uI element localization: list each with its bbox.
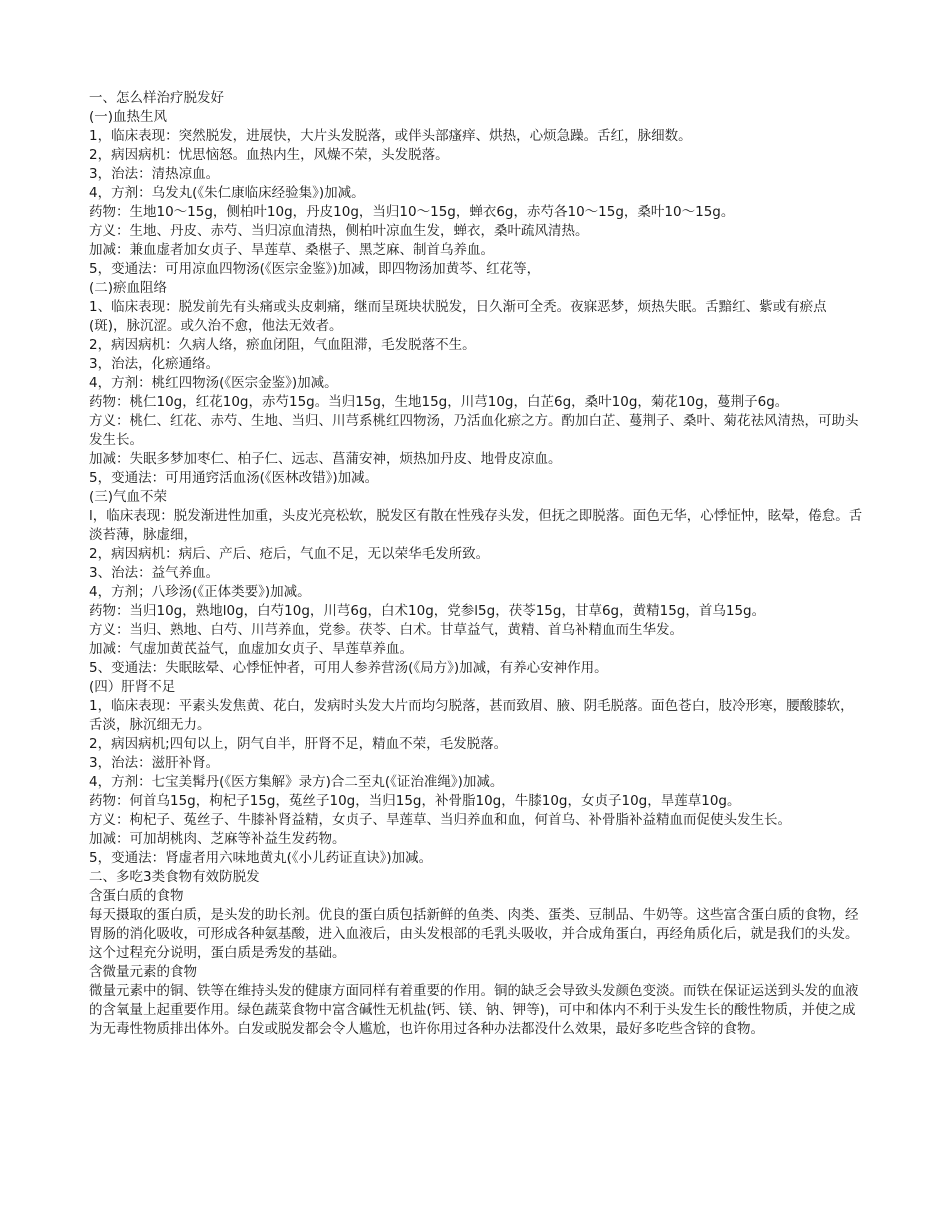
text-line: (四）肝肾不足 <box>89 679 176 695</box>
text-line: 3，治法：清热凉血。 <box>89 166 220 182</box>
text-line: 方义：桃仁、红花、赤芍、生地、当归、川芎系桃红四物汤，乃活血化瘀之方。酌加白芷、蔓荆子、桑叶、菊花祛风清热，可助头发生长。 <box>89 413 859 448</box>
text-line: 2，病因病机;四旬以上，阴气自半，肝肾不足，精血不荣，毛发脱落。 <box>89 736 508 752</box>
text-line: 药物：何首乌15g，枸杞子15g，菟丝子10g，当归15g，补骨脂10g，牛膝10g，女贞子10g，旱莲草10g。 <box>89 793 741 809</box>
text-line: 加减：气虚加黄芪益气，血虚加女贞子、旱莲草养血。 <box>89 641 413 657</box>
text-line: 方义：枸杞子、菟丝子、牛膝补肾益精，女贞子、旱莲草、当归养血和血，何首乌、补骨脂补益精血而促使头发生长。 <box>89 812 791 828</box>
text-line: l，临床表现：脱发渐进性加重，头皮光亮松软，脱发区有散在性残存头发，但抚之即脱落。面色无华，心悸怔忡，眩晕，倦怠。舌淡苔薄，脉虚细， <box>89 508 863 543</box>
text-line: 3，治法：滋肝补肾。 <box>89 755 220 771</box>
text-line: 方义：生地、丹皮、赤芍、当归凉血清热，侧柏叶凉血生发，蝉衣，桑叶疏风清热。 <box>89 223 589 239</box>
text-line: 2，病因病机：久病人络，瘀血闭阻，气血阻滞，毛发脱落不生。 <box>89 337 476 353</box>
text-line: 5，变通法：肾虚者用六味地黄丸(《小儿药证直诀》)加减。 <box>89 850 433 866</box>
text-line: 含蛋白质的食物 <box>89 888 184 904</box>
text-line: 二、多吃3类食物有效防脱发 <box>89 869 260 885</box>
text-line: 5，变通法：可用凉血四物汤(《医宗金鉴》)加减，即四物汤加黄芩、红花等， <box>89 261 541 277</box>
text-line: 4，方剂：桃红四物汤(《医宗金鉴》)加减。 <box>89 375 338 391</box>
text-line: 药物：桃仁10g，红花10g，赤芍15g。当归15g，生地15g，川芎10g，白芷6g，桑叶10g，菊花10g，蔓荆子6g。 <box>89 394 789 410</box>
text-line: 每天摄取的蛋白质，是头发的助长剂。优良的蛋白质包括新鲜的鱼类、肉类、蛋类、豆制品、牛奶等。这些富含蛋白质的食物，经胃肠的消化吸收，可形成各种氨基酸，进入血液后，由头发根部的毛乳头吸收，并合成角蛋白，再经角质化后，就是我们的头发。这个过程充分说明，蛋白质是秀发的基础。 <box>89 907 859 961</box>
text-line: 1，临床表现：平素头发焦黄、花白，发病时头发大片而均匀脱落，甚而致眉、腋、阴毛脱落。面色苍白，肢冷形寒，腰酸膝软，舌淡，脉沉细无力。 <box>89 698 854 733</box>
text-line: 1，临床表现：突然脱发，进展快，大片头发脱落，或伴头部瘙痒、烘热，心烦急躁。舌红，脉细数。 <box>89 128 692 144</box>
text-line: 加减：可加胡桃肉、芝麻等补益生发药物。 <box>89 831 346 847</box>
text-line: 4，方剂：七宝美髯丹(《医方集解》录方)合二至丸(《证治准绳》)加减。 <box>89 774 504 790</box>
text-line: 药物：生地10～15g，侧柏叶10g，丹皮10g，当归10～15g，蝉衣6g，赤芍各10～15g，桑叶10～15g。 <box>89 204 735 220</box>
text-line: 2，病因病机：忧思恼怒。血热内生，风燥不荣，头发脱落。 <box>89 147 449 163</box>
text-line: 含微量元素的食物 <box>89 964 197 980</box>
text-line: 4，方剂：乌发丸(《朱仁康临床经验集》)加减。 <box>89 185 365 201</box>
text-line: 5，变通法：可用通窍活血汤(《医林改错》)加减。 <box>89 470 379 486</box>
text-line: 2，病因病机：病后、产后、疮后，气血不足，无以荣华毛发所致。 <box>89 546 490 562</box>
text-line: 5、变通法：失眠眩晕、心悸怔忡者，可用人参养营汤(《局方》)加减，有养心安神作用。 <box>89 660 608 676</box>
text-line: 3，治法，化瘀通络。 <box>89 356 220 372</box>
text-line: 加减：失眠多梦加枣仁、柏子仁、远志、菖蒲安神，烦热加丹皮、地骨皮凉血。 <box>89 451 562 467</box>
text-line: 药物：当归10g，熟地l0g，白芍10g，川芎6g，白术10g，党参l5g，茯苓15g，甘草6g，黄精15g，首乌15g。 <box>89 603 766 619</box>
text-line: 微量元素中的铜、铁等在维持头发的健康方面同样有着重要的作用。铜的缺乏会导致头发颜色变淡。而铁在保证运送到头发的血液的含氧量上起重要作用。绿色蔬菜食物中富含碱性无机盐(钙、镁、钠、钾等)，可中和体内不利于头发生长的酸性物质，并使之成为无毒性物质排出体外。白发或脱发都会令人尴尬，也许你用过各种办法都没什么效果，最好多吃些含锌的食物。 <box>89 983 859 1037</box>
text-line: 4，方剂；八珍汤(《正体类要》)加减。 <box>89 584 311 600</box>
text-line: 一、怎么样治疗脱发好 <box>89 90 224 106</box>
text-line: (三)气血不荣 <box>89 489 168 505</box>
text-line: 3、治法：益气养血。 <box>89 565 220 581</box>
text-line: (二)瘀血阻络 <box>89 280 168 296</box>
text-line: 加减：兼血虚者加女贞子、旱莲草、桑椹子、黑芝麻、制首乌养血。 <box>89 242 494 258</box>
text-line: (一)血热生风 <box>89 109 168 125</box>
text-line: 1、临床表现：脱发前先有头痛或头皮刺痛，继而呈斑块状脱发，日久渐可全秃。夜寐恶梦，烦热失眠。舌黯红、紫或有瘀点(斑)，脉沉涩。或久治不愈，他法无效者。 <box>89 299 827 334</box>
document-body <box>89 89 864 1039</box>
text-line: 方义：当归、熟地、白芍、川芎养血，党参。茯苓、白术。甘草益气，黄精、首乌补精血而生华发。 <box>89 622 683 638</box>
